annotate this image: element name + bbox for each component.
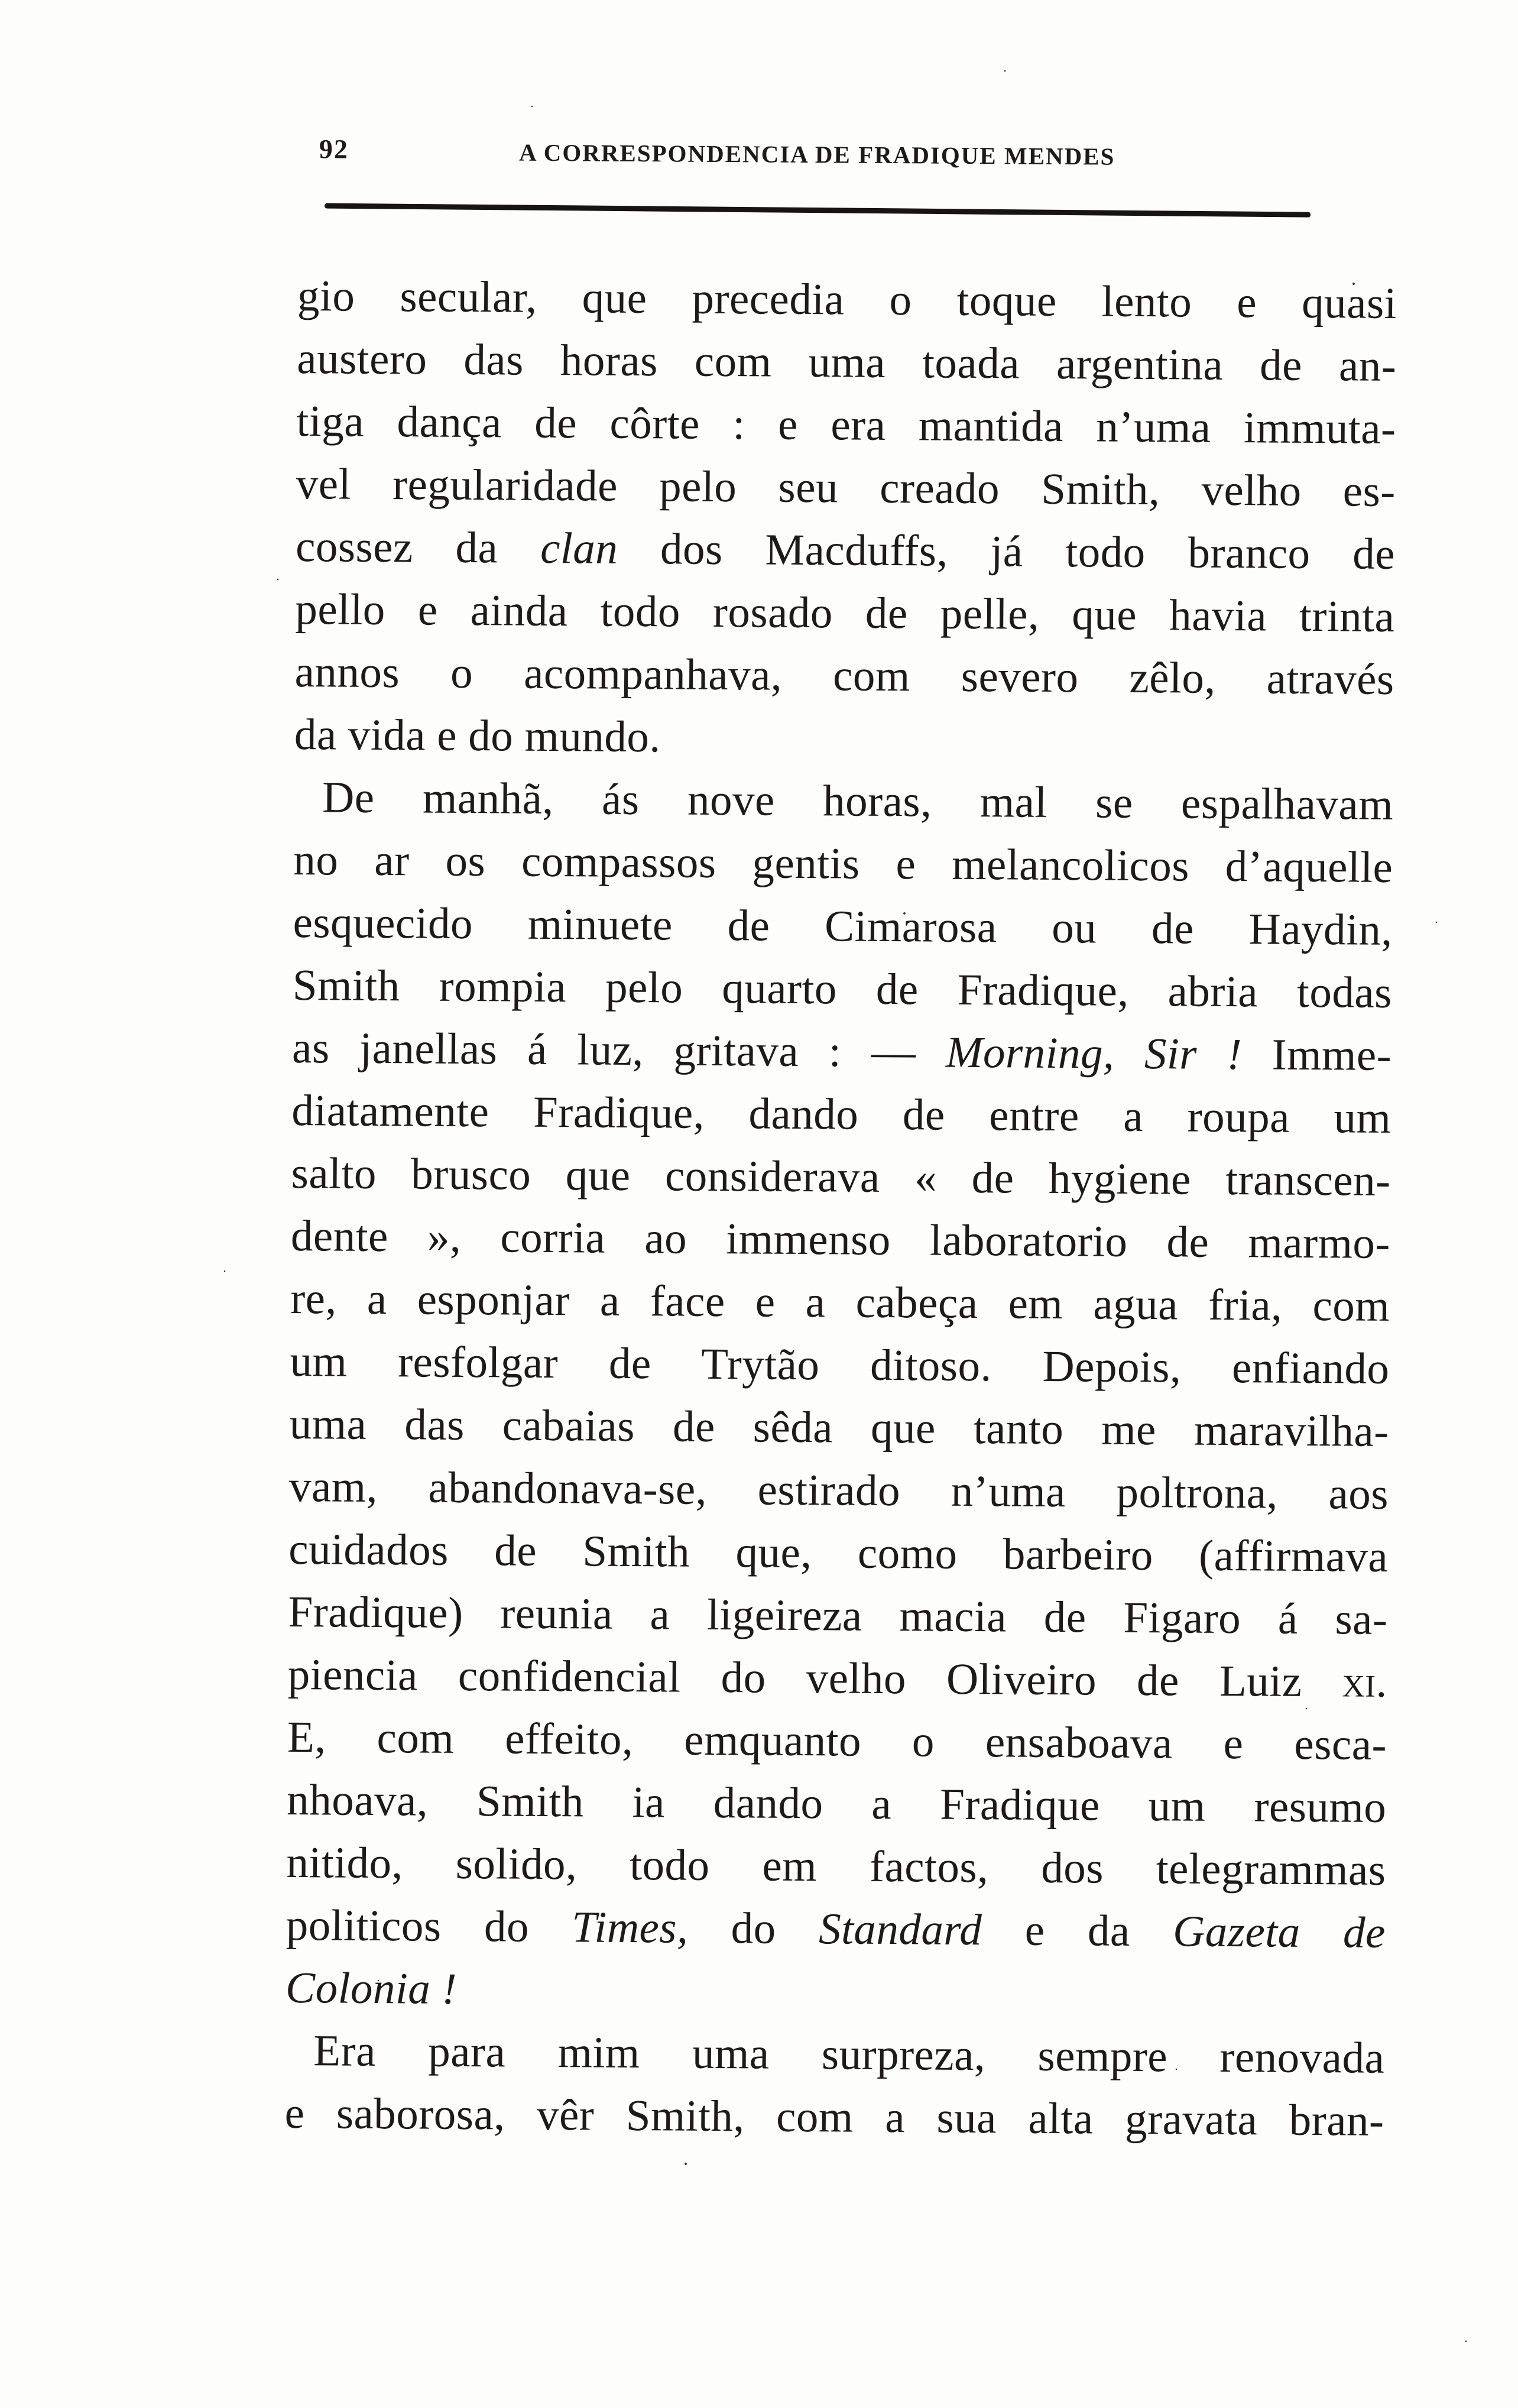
text-column: [284, 265, 1397, 2153]
text-line: [293, 892, 1393, 962]
text-line: [286, 1957, 1386, 2027]
text-run: gio secular, que precedia o toque lento e quasi: [297, 271, 1397, 328]
text-run: De manhã, ás nove horas, mal se espalhavam: [322, 773, 1394, 829]
text-line: [286, 1894, 1386, 1965]
page-number: 92: [319, 134, 349, 164]
text-run: E, com effeito, emquanto o ensaboava e esca-: [287, 1712, 1387, 1769]
text-run: um resfolgar de Trytão ditoso. Depois, enfiando: [290, 1336, 1390, 1393]
text-run: Smith rompia pelo quarto de Fradique, abria todas: [292, 960, 1393, 1017]
text-run: dos Macduffs, já todo branco de: [618, 524, 1396, 579]
text-run: esquecido minuete de Cimarosa ou de Haydin,: [293, 897, 1393, 955]
text-line: [291, 1205, 1391, 1275]
text-line: [297, 328, 1397, 398]
text-run: .: [1376, 1657, 1388, 1707]
text-run: Times,: [572, 1903, 689, 1953]
text-line: [290, 1268, 1390, 1338]
text-run: uma das cabaias de sêda que tanto me maravilha-: [289, 1399, 1390, 1456]
text-line: [294, 766, 1394, 837]
text-run: e da: [982, 1905, 1173, 1956]
text-run: nitido, solido, todo em factos, dos telegrammas: [286, 1837, 1386, 1895]
text-line: [295, 578, 1395, 649]
text-run: vam, abandonava-se, estirado n’uma poltrona, aos: [288, 1461, 1389, 1519]
text-line: [294, 704, 1394, 774]
text-line: [293, 954, 1393, 1025]
text-line: [289, 1393, 1389, 1463]
text-run: dente », corria ao immenso laboratorio de marmo-: [290, 1211, 1391, 1268]
text-run: Gazeta de: [1172, 1907, 1386, 1957]
text-line: [293, 829, 1393, 899]
text-line: [297, 265, 1397, 335]
text-line: [289, 1456, 1389, 1526]
text-run: cuidados de Smith que, como barbeiro (affirmava: [288, 1524, 1389, 1581]
text-run: Era para mim uma surpreza, sempre renovada: [313, 2026, 1385, 2083]
text-run: da vida e do mundo.: [294, 709, 661, 762]
text-run: politicos do: [286, 1900, 572, 1952]
text-line: [287, 1644, 1387, 1714]
page-content: [284, 133, 1398, 2146]
text-line: [291, 1080, 1392, 1150]
text-run: piencia confidencial do velho Oliveiro de Luiz: [287, 1649, 1342, 1707]
text-line: [287, 1769, 1387, 1839]
text-line: [285, 2020, 1385, 2090]
text-run: pello e ainda todo rosado de pelle, que havia trinta: [295, 584, 1395, 641]
text-run: nhoava, Smith ia dando a Fradique um resumo: [287, 1775, 1387, 1832]
text-line: [287, 1706, 1387, 1777]
text-line: [288, 1518, 1389, 1589]
text-line: [291, 1142, 1391, 1213]
page-header: [299, 133, 1398, 177]
text-line: [284, 2082, 1384, 2153]
text-line: [290, 1330, 1390, 1401]
text-line: [292, 1017, 1392, 1087]
text-run: vel regularidade pelo seu creado Smith, velho es-: [296, 459, 1396, 516]
text-line: [288, 1581, 1388, 1651]
text-run: e saborosa, vêr Smith, com a sua alta gravata bran-: [284, 2088, 1384, 2146]
text-run: Morning, Sir !: [945, 1028, 1243, 1080]
text-run: Imme-: [1241, 1030, 1392, 1080]
header-rule: [325, 203, 1311, 218]
text-run: xi: [1342, 1657, 1376, 1707]
text-run: no ar os compassos gentis e melancolicos d’aquelle: [293, 835, 1393, 892]
running-title: A CORRESPONDENCIA DE FRADIQUE MENDES: [518, 138, 1115, 170]
text-run: tiga dança de côrte : e era mantida n’uma immuta-: [296, 396, 1396, 453]
text-run: re, a esponjar a face e a cabeça em agua fria, com: [290, 1273, 1390, 1331]
text-run: as janellas á luz, gritava : —: [291, 1023, 946, 1077]
text-run: Colonia !: [285, 1963, 458, 2014]
text-run: austero das horas com uma toada argentina de an-: [297, 333, 1397, 391]
text-run: Standard: [818, 1904, 982, 1955]
text-run: Fradique) reunia a ligeireza macia de Figaro á sa-: [288, 1587, 1388, 1644]
text-line: [296, 516, 1396, 586]
text-run: clan: [540, 523, 618, 573]
text-run: salto brusco que considerava « de hygiene transcen-: [291, 1148, 1391, 1205]
text-run: diatamente Fradique, dando de entre a roupa um: [291, 1085, 1392, 1143]
text-line: [296, 390, 1396, 461]
text-line: [294, 641, 1394, 711]
text-run: cossez da: [295, 521, 541, 573]
text-line: [296, 453, 1396, 523]
text-line: [286, 1832, 1386, 1902]
text-run: annos o acompanhava, com severo zêlo, através: [294, 647, 1394, 704]
text-run: do: [687, 1903, 819, 1954]
